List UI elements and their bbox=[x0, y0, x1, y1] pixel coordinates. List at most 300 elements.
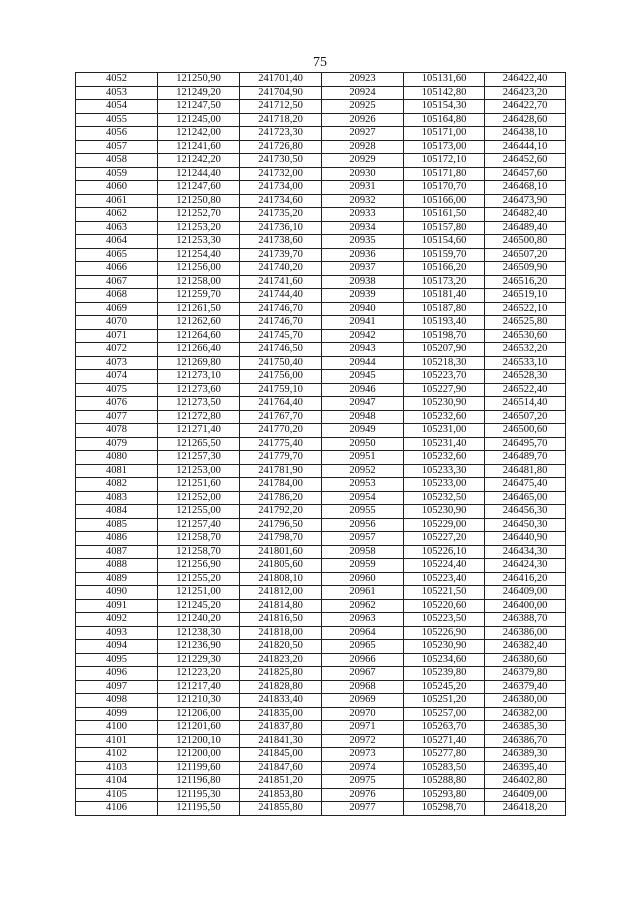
point-number-a-cell: 4074 bbox=[76, 370, 158, 384]
x-coordinate-b-cell: 105220,60 bbox=[404, 599, 485, 613]
x-coordinate-b-cell: 105227,90 bbox=[404, 383, 485, 397]
point-number-a-cell: 4089 bbox=[76, 572, 158, 586]
x-coordinate-b-cell: 105224,40 bbox=[404, 559, 485, 573]
y-coordinate-a-cell: 241756,00 bbox=[240, 370, 322, 384]
point-number-a-cell: 4060 bbox=[76, 181, 158, 195]
y-coordinate-a-cell: 241750,40 bbox=[240, 356, 322, 370]
y-coordinate-b-cell: 246452,60 bbox=[485, 154, 566, 168]
point-number-a-cell: 4098 bbox=[76, 694, 158, 708]
y-coordinate-a-cell: 241770,20 bbox=[240, 424, 322, 438]
coordinate-table-body bbox=[76, 73, 566, 816]
y-coordinate-b-cell: 246456,30 bbox=[485, 505, 566, 519]
y-coordinate-a-cell: 241851,20 bbox=[240, 775, 322, 789]
point-number-b-cell: 20948 bbox=[322, 410, 404, 424]
table-row bbox=[76, 437, 566, 451]
y-coordinate-b-cell: 246434,30 bbox=[485, 545, 566, 559]
x-coordinate-a-cell: 121210,30 bbox=[158, 694, 240, 708]
x-coordinate-b-cell: 105221,50 bbox=[404, 586, 485, 600]
y-coordinate-b-cell: 246516,20 bbox=[485, 275, 566, 289]
table-row bbox=[76, 707, 566, 721]
point-number-a-cell: 4081 bbox=[76, 464, 158, 478]
point-number-b-cell: 20924 bbox=[322, 86, 404, 100]
y-coordinate-b-cell: 246450,30 bbox=[485, 518, 566, 532]
point-number-a-cell: 4062 bbox=[76, 208, 158, 222]
point-number-b-cell: 20959 bbox=[322, 559, 404, 573]
y-coordinate-b-cell: 246444,10 bbox=[485, 140, 566, 154]
y-coordinate-a-cell: 241812,00 bbox=[240, 586, 322, 600]
table-row bbox=[76, 302, 566, 316]
y-coordinate-b-cell: 246380,00 bbox=[485, 694, 566, 708]
point-number-b-cell: 20973 bbox=[322, 748, 404, 762]
x-coordinate-a-cell: 121253,00 bbox=[158, 464, 240, 478]
table-row bbox=[76, 802, 566, 816]
y-coordinate-b-cell: 246500,60 bbox=[485, 424, 566, 438]
point-number-b-cell: 20943 bbox=[322, 343, 404, 357]
y-coordinate-a-cell: 241835,00 bbox=[240, 707, 322, 721]
table-row bbox=[76, 343, 566, 357]
point-number-b-cell: 20955 bbox=[322, 505, 404, 519]
table-row bbox=[76, 113, 566, 127]
point-number-a-cell: 4096 bbox=[76, 667, 158, 681]
point-number-b-cell: 20942 bbox=[322, 329, 404, 343]
x-coordinate-a-cell: 121200,00 bbox=[158, 748, 240, 762]
y-coordinate-a-cell: 241701,40 bbox=[240, 73, 322, 87]
y-coordinate-b-cell: 246530,60 bbox=[485, 329, 566, 343]
x-coordinate-b-cell: 105142,80 bbox=[404, 86, 485, 100]
point-number-b-cell: 20939 bbox=[322, 289, 404, 303]
table-row bbox=[76, 734, 566, 748]
point-number-b-cell: 20934 bbox=[322, 221, 404, 235]
x-coordinate-a-cell: 121247,60 bbox=[158, 181, 240, 195]
point-number-a-cell: 4061 bbox=[76, 194, 158, 208]
point-number-b-cell: 20925 bbox=[322, 100, 404, 114]
y-coordinate-b-cell: 246522,40 bbox=[485, 383, 566, 397]
point-number-b-cell: 20969 bbox=[322, 694, 404, 708]
table-row bbox=[76, 721, 566, 735]
point-number-a-cell: 4067 bbox=[76, 275, 158, 289]
x-coordinate-b-cell: 105233,30 bbox=[404, 464, 485, 478]
y-coordinate-a-cell: 241746,70 bbox=[240, 302, 322, 316]
point-number-a-cell: 4100 bbox=[76, 721, 158, 735]
table-row bbox=[76, 248, 566, 262]
y-coordinate-b-cell: 246507,20 bbox=[485, 410, 566, 424]
table-row bbox=[76, 505, 566, 519]
table-row bbox=[76, 694, 566, 708]
point-number-a-cell: 4077 bbox=[76, 410, 158, 424]
point-number-b-cell: 20966 bbox=[322, 653, 404, 667]
y-coordinate-b-cell: 246489,70 bbox=[485, 451, 566, 465]
y-coordinate-b-cell: 246525,80 bbox=[485, 316, 566, 330]
table-row bbox=[76, 167, 566, 181]
y-coordinate-b-cell: 246533,10 bbox=[485, 356, 566, 370]
x-coordinate-b-cell: 105251,20 bbox=[404, 694, 485, 708]
x-coordinate-b-cell: 105233,00 bbox=[404, 478, 485, 492]
x-coordinate-b-cell: 105245,20 bbox=[404, 680, 485, 694]
x-coordinate-b-cell: 105283,50 bbox=[404, 761, 485, 775]
x-coordinate-b-cell: 105164,80 bbox=[404, 113, 485, 127]
y-coordinate-a-cell: 241704,90 bbox=[240, 86, 322, 100]
table-row bbox=[76, 410, 566, 424]
y-coordinate-a-cell: 241730,50 bbox=[240, 154, 322, 168]
x-coordinate-b-cell: 105277,80 bbox=[404, 748, 485, 762]
y-coordinate-b-cell: 246422,40 bbox=[485, 73, 566, 87]
table-row bbox=[76, 208, 566, 222]
x-coordinate-a-cell: 121200,10 bbox=[158, 734, 240, 748]
point-number-a-cell: 4092 bbox=[76, 613, 158, 627]
y-coordinate-a-cell: 241779,70 bbox=[240, 451, 322, 465]
point-number-b-cell: 20936 bbox=[322, 248, 404, 262]
y-coordinate-a-cell: 241828,80 bbox=[240, 680, 322, 694]
y-coordinate-a-cell: 241746,70 bbox=[240, 316, 322, 330]
table-row bbox=[76, 235, 566, 249]
table-row bbox=[76, 464, 566, 478]
x-coordinate-b-cell: 105232,60 bbox=[404, 451, 485, 465]
x-coordinate-a-cell: 121253,30 bbox=[158, 235, 240, 249]
x-coordinate-b-cell: 105226,10 bbox=[404, 545, 485, 559]
y-coordinate-a-cell: 241845,00 bbox=[240, 748, 322, 762]
point-number-a-cell: 4085 bbox=[76, 518, 158, 532]
x-coordinate-a-cell: 121256,00 bbox=[158, 262, 240, 276]
x-coordinate-a-cell: 121199,60 bbox=[158, 761, 240, 775]
x-coordinate-a-cell: 121258,70 bbox=[158, 532, 240, 546]
point-number-a-cell: 4064 bbox=[76, 235, 158, 249]
point-number-a-cell: 4075 bbox=[76, 383, 158, 397]
table-row bbox=[76, 140, 566, 154]
table-row bbox=[76, 370, 566, 384]
x-coordinate-a-cell: 121273,60 bbox=[158, 383, 240, 397]
x-coordinate-b-cell: 105154,30 bbox=[404, 100, 485, 114]
y-coordinate-a-cell: 241823,20 bbox=[240, 653, 322, 667]
point-number-b-cell: 20967 bbox=[322, 667, 404, 681]
x-coordinate-a-cell: 121266,40 bbox=[158, 343, 240, 357]
y-coordinate-b-cell: 246379,40 bbox=[485, 680, 566, 694]
x-coordinate-a-cell: 121229,30 bbox=[158, 653, 240, 667]
point-number-b-cell: 20944 bbox=[322, 356, 404, 370]
x-coordinate-a-cell: 121206,00 bbox=[158, 707, 240, 721]
x-coordinate-b-cell: 105166,00 bbox=[404, 194, 485, 208]
point-number-a-cell: 4065 bbox=[76, 248, 158, 262]
x-coordinate-a-cell: 121217,40 bbox=[158, 680, 240, 694]
y-coordinate-a-cell: 241739,70 bbox=[240, 248, 322, 262]
y-coordinate-b-cell: 246409,00 bbox=[485, 586, 566, 600]
y-coordinate-b-cell: 246416,20 bbox=[485, 572, 566, 586]
x-coordinate-a-cell: 121252,70 bbox=[158, 208, 240, 222]
point-number-a-cell: 4101 bbox=[76, 734, 158, 748]
x-coordinate-b-cell: 105223,40 bbox=[404, 572, 485, 586]
table-row bbox=[76, 275, 566, 289]
point-number-b-cell: 20953 bbox=[322, 478, 404, 492]
y-coordinate-a-cell: 241825,80 bbox=[240, 667, 322, 681]
y-coordinate-a-cell: 241796,50 bbox=[240, 518, 322, 532]
y-coordinate-a-cell: 241818,00 bbox=[240, 626, 322, 640]
table-row bbox=[76, 518, 566, 532]
x-coordinate-a-cell: 121196,80 bbox=[158, 775, 240, 789]
point-number-b-cell: 20935 bbox=[322, 235, 404, 249]
table-row bbox=[76, 154, 566, 168]
x-coordinate-a-cell: 121256,90 bbox=[158, 559, 240, 573]
point-number-a-cell: 4052 bbox=[76, 73, 158, 87]
x-coordinate-a-cell: 121259,70 bbox=[158, 289, 240, 303]
point-number-b-cell: 20950 bbox=[322, 437, 404, 451]
y-coordinate-a-cell: 241736,10 bbox=[240, 221, 322, 235]
point-number-a-cell: 4088 bbox=[76, 559, 158, 573]
x-coordinate-b-cell: 105166,20 bbox=[404, 262, 485, 276]
y-coordinate-b-cell: 246507,20 bbox=[485, 248, 566, 262]
x-coordinate-a-cell: 121241,60 bbox=[158, 140, 240, 154]
x-coordinate-b-cell: 105170,70 bbox=[404, 181, 485, 195]
y-coordinate-b-cell: 246473,90 bbox=[485, 194, 566, 208]
x-coordinate-b-cell: 105230,90 bbox=[404, 397, 485, 411]
table-row bbox=[76, 397, 566, 411]
y-coordinate-b-cell: 246495,70 bbox=[485, 437, 566, 451]
y-coordinate-a-cell: 241781,90 bbox=[240, 464, 322, 478]
x-coordinate-a-cell: 121238,30 bbox=[158, 626, 240, 640]
x-coordinate-b-cell: 105232,50 bbox=[404, 491, 485, 505]
point-number-a-cell: 4093 bbox=[76, 626, 158, 640]
point-number-a-cell: 4066 bbox=[76, 262, 158, 276]
x-coordinate-a-cell: 121273,10 bbox=[158, 370, 240, 384]
x-coordinate-b-cell: 105171,80 bbox=[404, 167, 485, 181]
y-coordinate-a-cell: 241759,10 bbox=[240, 383, 322, 397]
table-row bbox=[76, 221, 566, 235]
y-coordinate-a-cell: 241738,60 bbox=[240, 235, 322, 249]
point-number-a-cell: 4068 bbox=[76, 289, 158, 303]
y-coordinate-b-cell: 246532,20 bbox=[485, 343, 566, 357]
point-number-a-cell: 4095 bbox=[76, 653, 158, 667]
y-coordinate-a-cell: 241740,20 bbox=[240, 262, 322, 276]
table-row bbox=[76, 653, 566, 667]
x-coordinate-b-cell: 105229,00 bbox=[404, 518, 485, 532]
x-coordinate-b-cell: 105226,90 bbox=[404, 626, 485, 640]
x-coordinate-a-cell: 121262,60 bbox=[158, 316, 240, 330]
x-coordinate-b-cell: 105193,40 bbox=[404, 316, 485, 330]
point-number-a-cell: 4057 bbox=[76, 140, 158, 154]
x-coordinate-b-cell: 105239,80 bbox=[404, 667, 485, 681]
point-number-a-cell: 4080 bbox=[76, 451, 158, 465]
coordinate-table bbox=[75, 72, 566, 816]
x-coordinate-a-cell: 121251,00 bbox=[158, 586, 240, 600]
point-number-b-cell: 20958 bbox=[322, 545, 404, 559]
x-coordinate-a-cell: 121236,90 bbox=[158, 640, 240, 654]
point-number-b-cell: 20960 bbox=[322, 572, 404, 586]
x-coordinate-b-cell: 105227,20 bbox=[404, 532, 485, 546]
x-coordinate-a-cell: 121258,00 bbox=[158, 275, 240, 289]
table-row bbox=[76, 640, 566, 654]
y-coordinate-b-cell: 246475,40 bbox=[485, 478, 566, 492]
y-coordinate-b-cell: 246482,40 bbox=[485, 208, 566, 222]
y-coordinate-a-cell: 241745,70 bbox=[240, 329, 322, 343]
point-number-b-cell: 20964 bbox=[322, 626, 404, 640]
point-number-b-cell: 20957 bbox=[322, 532, 404, 546]
point-number-a-cell: 4102 bbox=[76, 748, 158, 762]
y-coordinate-a-cell: 241726,80 bbox=[240, 140, 322, 154]
y-coordinate-a-cell: 241855,80 bbox=[240, 802, 322, 816]
y-coordinate-b-cell: 246500,80 bbox=[485, 235, 566, 249]
x-coordinate-a-cell: 121240,20 bbox=[158, 613, 240, 627]
y-coordinate-a-cell: 241801,60 bbox=[240, 545, 322, 559]
x-coordinate-b-cell: 105154,60 bbox=[404, 235, 485, 249]
y-coordinate-a-cell: 241735,20 bbox=[240, 208, 322, 222]
point-number-b-cell: 20941 bbox=[322, 316, 404, 330]
point-number-a-cell: 4105 bbox=[76, 788, 158, 802]
y-coordinate-b-cell: 246409,00 bbox=[485, 788, 566, 802]
x-coordinate-a-cell: 121247,50 bbox=[158, 100, 240, 114]
y-coordinate-b-cell: 246481,80 bbox=[485, 464, 566, 478]
point-number-b-cell: 20946 bbox=[322, 383, 404, 397]
point-number-b-cell: 20961 bbox=[322, 586, 404, 600]
point-number-a-cell: 4082 bbox=[76, 478, 158, 492]
x-coordinate-a-cell: 121245,20 bbox=[158, 599, 240, 613]
point-number-b-cell: 20954 bbox=[322, 491, 404, 505]
point-number-a-cell: 4069 bbox=[76, 302, 158, 316]
point-number-a-cell: 4055 bbox=[76, 113, 158, 127]
x-coordinate-a-cell: 121253,20 bbox=[158, 221, 240, 235]
x-coordinate-b-cell: 105232,60 bbox=[404, 410, 485, 424]
x-coordinate-b-cell: 105223,50 bbox=[404, 613, 485, 627]
point-number-a-cell: 4104 bbox=[76, 775, 158, 789]
y-coordinate-b-cell: 246402,80 bbox=[485, 775, 566, 789]
x-coordinate-b-cell: 105231,00 bbox=[404, 424, 485, 438]
x-coordinate-b-cell: 105181,40 bbox=[404, 289, 485, 303]
y-coordinate-a-cell: 241744,40 bbox=[240, 289, 322, 303]
y-coordinate-b-cell: 246438,10 bbox=[485, 127, 566, 141]
y-coordinate-a-cell: 241814,80 bbox=[240, 599, 322, 613]
x-coordinate-a-cell: 121271,40 bbox=[158, 424, 240, 438]
table-row bbox=[76, 775, 566, 789]
table-row bbox=[76, 545, 566, 559]
y-coordinate-a-cell: 241741,60 bbox=[240, 275, 322, 289]
point-number-b-cell: 20977 bbox=[322, 802, 404, 816]
x-coordinate-a-cell: 121264,60 bbox=[158, 329, 240, 343]
y-coordinate-b-cell: 246382,00 bbox=[485, 707, 566, 721]
x-coordinate-b-cell: 105231,40 bbox=[404, 437, 485, 451]
x-coordinate-a-cell: 121242,20 bbox=[158, 154, 240, 168]
y-coordinate-b-cell: 246386,00 bbox=[485, 626, 566, 640]
point-number-b-cell: 20968 bbox=[322, 680, 404, 694]
y-coordinate-a-cell: 241734,60 bbox=[240, 194, 322, 208]
point-number-b-cell: 20963 bbox=[322, 613, 404, 627]
point-number-b-cell: 20962 bbox=[322, 599, 404, 613]
point-number-b-cell: 20956 bbox=[322, 518, 404, 532]
x-coordinate-b-cell: 105187,80 bbox=[404, 302, 485, 316]
x-coordinate-a-cell: 121265,50 bbox=[158, 437, 240, 451]
point-number-b-cell: 20965 bbox=[322, 640, 404, 654]
table-row bbox=[76, 761, 566, 775]
table-row bbox=[76, 586, 566, 600]
point-number-b-cell: 20940 bbox=[322, 302, 404, 316]
point-number-a-cell: 4072 bbox=[76, 343, 158, 357]
x-coordinate-b-cell: 105198,70 bbox=[404, 329, 485, 343]
x-coordinate-a-cell: 121249,20 bbox=[158, 86, 240, 100]
x-coordinate-a-cell: 121195,50 bbox=[158, 802, 240, 816]
point-number-b-cell: 20926 bbox=[322, 113, 404, 127]
x-coordinate-a-cell: 121258,70 bbox=[158, 545, 240, 559]
x-coordinate-b-cell: 105263,70 bbox=[404, 721, 485, 735]
y-coordinate-b-cell: 246514,40 bbox=[485, 397, 566, 411]
y-coordinate-b-cell: 246522,10 bbox=[485, 302, 566, 316]
y-coordinate-b-cell: 246509,90 bbox=[485, 262, 566, 276]
x-coordinate-b-cell: 105293,80 bbox=[404, 788, 485, 802]
y-coordinate-a-cell: 241732,00 bbox=[240, 167, 322, 181]
y-coordinate-a-cell: 241786,20 bbox=[240, 491, 322, 505]
point-number-b-cell: 20932 bbox=[322, 194, 404, 208]
y-coordinate-a-cell: 241837,80 bbox=[240, 721, 322, 735]
y-coordinate-b-cell: 246468,10 bbox=[485, 181, 566, 195]
y-coordinate-b-cell: 246382,40 bbox=[485, 640, 566, 654]
x-coordinate-a-cell: 121251,60 bbox=[158, 478, 240, 492]
page-number: 75 bbox=[313, 55, 327, 70]
y-coordinate-b-cell: 246386,70 bbox=[485, 734, 566, 748]
x-coordinate-a-cell: 121261,50 bbox=[158, 302, 240, 316]
table-row bbox=[76, 100, 566, 114]
x-coordinate-b-cell: 105131,60 bbox=[404, 73, 485, 87]
point-number-b-cell: 20929 bbox=[322, 154, 404, 168]
table-row bbox=[76, 86, 566, 100]
point-number-a-cell: 4059 bbox=[76, 167, 158, 181]
x-coordinate-a-cell: 121269,80 bbox=[158, 356, 240, 370]
y-coordinate-a-cell: 241767,70 bbox=[240, 410, 322, 424]
y-coordinate-b-cell: 246428,60 bbox=[485, 113, 566, 127]
table-row bbox=[76, 680, 566, 694]
point-number-a-cell: 4058 bbox=[76, 154, 158, 168]
point-number-b-cell: 20972 bbox=[322, 734, 404, 748]
y-coordinate-b-cell: 246400,00 bbox=[485, 599, 566, 613]
x-coordinate-b-cell: 105230,90 bbox=[404, 505, 485, 519]
y-coordinate-a-cell: 241841,30 bbox=[240, 734, 322, 748]
y-coordinate-a-cell: 241718,20 bbox=[240, 113, 322, 127]
point-number-a-cell: 4073 bbox=[76, 356, 158, 370]
table-row bbox=[76, 424, 566, 438]
point-number-b-cell: 20974 bbox=[322, 761, 404, 775]
y-coordinate-a-cell: 241723,30 bbox=[240, 127, 322, 141]
table-row bbox=[76, 329, 566, 343]
table-row bbox=[76, 532, 566, 546]
table-row bbox=[76, 181, 566, 195]
table-row bbox=[76, 748, 566, 762]
y-coordinate-b-cell: 246389,30 bbox=[485, 748, 566, 762]
point-number-a-cell: 4097 bbox=[76, 680, 158, 694]
y-coordinate-b-cell: 246528,30 bbox=[485, 370, 566, 384]
table-row bbox=[76, 478, 566, 492]
y-coordinate-a-cell: 241734,00 bbox=[240, 181, 322, 195]
point-number-b-cell: 20947 bbox=[322, 397, 404, 411]
y-coordinate-b-cell: 246457,60 bbox=[485, 167, 566, 181]
y-coordinate-a-cell: 241853,80 bbox=[240, 788, 322, 802]
y-coordinate-b-cell: 246418,20 bbox=[485, 802, 566, 816]
x-coordinate-a-cell: 121254,40 bbox=[158, 248, 240, 262]
y-coordinate-b-cell: 246379,80 bbox=[485, 667, 566, 681]
point-number-a-cell: 4086 bbox=[76, 532, 158, 546]
table-row bbox=[76, 613, 566, 627]
x-coordinate-b-cell: 105172,10 bbox=[404, 154, 485, 168]
x-coordinate-b-cell: 105257,00 bbox=[404, 707, 485, 721]
point-number-a-cell: 4053 bbox=[76, 86, 158, 100]
table-row bbox=[76, 451, 566, 465]
x-coordinate-a-cell: 121242,00 bbox=[158, 127, 240, 141]
x-coordinate-a-cell: 121257,40 bbox=[158, 518, 240, 532]
table-row bbox=[76, 73, 566, 87]
point-number-a-cell: 4099 bbox=[76, 707, 158, 721]
x-coordinate-b-cell: 105173,00 bbox=[404, 140, 485, 154]
y-coordinate-a-cell: 241712,50 bbox=[240, 100, 322, 114]
x-coordinate-b-cell: 105234,60 bbox=[404, 653, 485, 667]
x-coordinate-b-cell: 105159,70 bbox=[404, 248, 485, 262]
x-coordinate-a-cell: 121250,90 bbox=[158, 73, 240, 87]
point-number-a-cell: 4084 bbox=[76, 505, 158, 519]
x-coordinate-b-cell: 105157,80 bbox=[404, 221, 485, 235]
y-coordinate-b-cell: 246489,40 bbox=[485, 221, 566, 235]
point-number-a-cell: 4076 bbox=[76, 397, 158, 411]
